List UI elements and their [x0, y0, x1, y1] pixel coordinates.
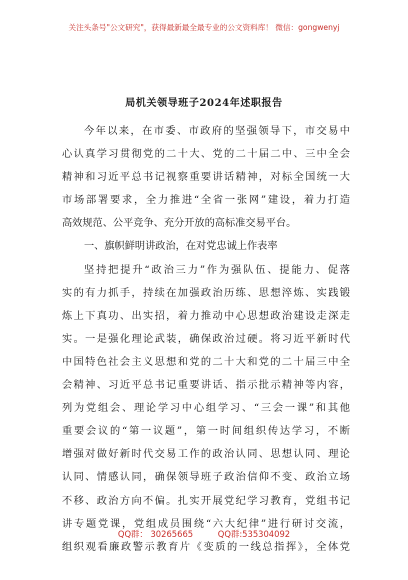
body-line: 重要会议的“第一议题”，第一时间组织传达学习，不断 — [62, 426, 350, 438]
body-line: 今年以来，在市委、市政府的坚强领导下，市交易中 — [84, 126, 350, 137]
body-line: 讲专题党课，党组成员围绕“六大纪律”进行研讨交流， — [62, 518, 350, 530]
header-banner: 关注头条号"公文研究"，获得最新最全最专业的公文资料库！ 微信：gongwenyj — [68, 23, 340, 32]
document-title: 局机关领导班子2024年述职报告 — [125, 98, 283, 109]
footer-qq-group-2: QQ群:535304092 — [217, 529, 291, 539]
body-line: 高效规范、公平竞争、充分开放的高标准交易平台。 — [62, 218, 297, 230]
body-line: 坚持把提升“政治三力”作为强队伍、提能力、促落 — [84, 264, 350, 276]
body-line: 炼上下真功、出实招，着力推动中心思想政治建设走深走 — [62, 310, 350, 322]
body-line: 认同、情感认同，确保领导班子政治信仰不变、政治立场 — [62, 472, 350, 484]
body-line: 组织观看廉政警示教育片《变质的一线总指挥》，全体党 — [62, 541, 350, 553]
body-line: 列为党组会、理论学习中心组学习、“三会一课”和其他 — [62, 403, 350, 415]
body-line: 市场部署要求，全力推进“全省一张网”建设，着力打造 — [62, 195, 350, 207]
body-line: 实。一是强化理论武装，确保政治过硬。将习近平新时代 — [62, 333, 350, 345]
body-line: 精神和习近平总书记视察重要讲话精神，对标全国统一大 — [62, 172, 350, 184]
footer-contact — [0, 528, 408, 540]
footer-qq-group-1: QQ群： 30265665 — [117, 529, 194, 539]
body-line: 不移、政治方向不偏。扎实开展党纪学习教育，党组书记 — [62, 495, 350, 507]
body-line: 增强对做好新时代交易工作的政治认同、思想认同、理论 — [62, 449, 350, 461]
body-line: 中国特色社会主义思想和党的二十大和党的二十届三中全 — [62, 356, 350, 368]
body-line: 实的有力抓手，持续在加强政治历练、思想淬炼、实践锻 — [62, 287, 350, 299]
document-body — [62, 120, 350, 559]
body-line: 心认真学习贯彻党的二十大、党的二十届二中、三中全会 — [62, 149, 350, 161]
section-heading: 一、旗帜鲜明讲政治，在对党忠诚上作表率 — [84, 241, 278, 253]
body-line: 会精神、习近平总书记重要讲话、指示批示精神等内容， — [62, 380, 350, 392]
